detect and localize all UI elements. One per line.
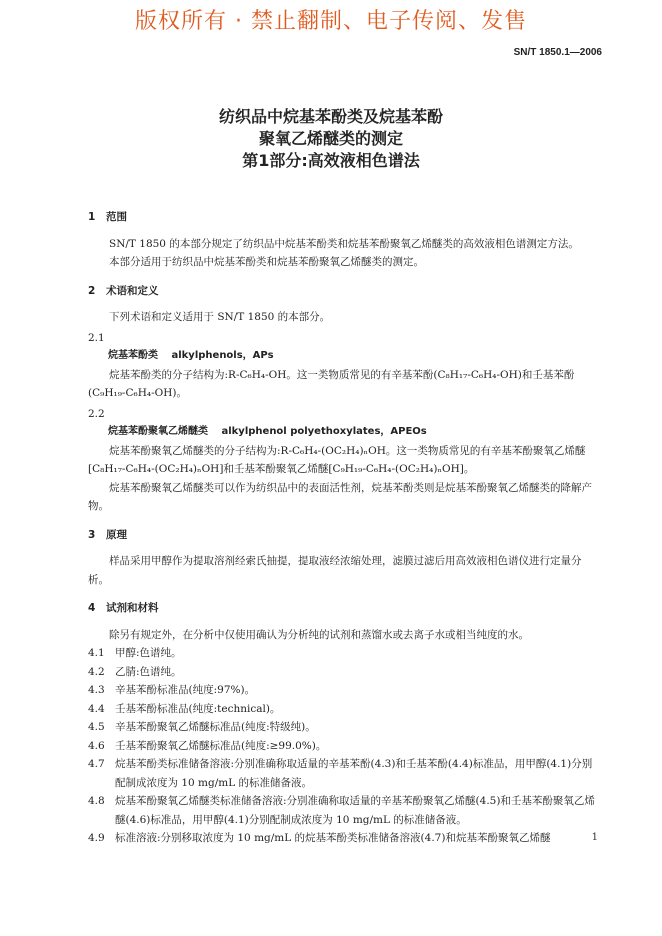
- term-definition: 烷基苯酚类的分子结构为:R-C₆H₄-OH。这一类物质常见的有辛基苯酚(C₈H₁₇-C₆H₄-OH)和壬基苯酚(C₉H₁₉-C₆H₄-OH)。: [88, 368, 575, 399]
- page-number: 1: [591, 832, 598, 843]
- section-title: 术语和定义: [106, 284, 159, 297]
- item-number: 4.9: [88, 832, 105, 844]
- section-number: 1: [88, 211, 96, 223]
- section-number: 4: [88, 602, 96, 614]
- item-number: 4.3: [88, 684, 105, 696]
- item-number: 4.5: [88, 721, 105, 733]
- item-number: 4.4: [88, 702, 105, 715]
- section-title: 试剂和材料: [106, 602, 159, 614]
- list-item: [88, 792, 602, 829]
- section-heading-terms: [88, 282, 602, 301]
- item-text: 辛基苯酚聚氧乙烯醚标准品(纯度:特级纯)。: [115, 721, 316, 733]
- item-number: 4.7: [88, 758, 105, 770]
- item-text: 壬基苯酚标准品(纯度:technical)。: [115, 702, 281, 715]
- item-number: 4.1: [88, 647, 105, 659]
- item-text: 辛基苯酚标准品(纯度:97%)。: [115, 684, 256, 696]
- item-number: 4.8: [88, 795, 105, 807]
- list-item: [88, 681, 602, 700]
- list-item: [88, 700, 602, 719]
- section-title: 范围: [106, 211, 127, 223]
- paragraph: 烷基苯酚聚氧乙烯醚类可以作为纺织品中的表面活性剂，烷基苯酚类则是烷基苯酚聚氧乙烯醚类的降解产物。: [88, 481, 592, 512]
- clause-number: 2.1: [88, 331, 105, 344]
- item-text: 壬基苯酚聚氧乙烯醚标准品(纯度:≥99.0%)。: [115, 739, 327, 752]
- watermark: 版权所有 · 禁止翻制、电子传阅、发售: [135, 9, 527, 34]
- section-title: 原理: [106, 528, 127, 541]
- list-item: [88, 644, 602, 663]
- paragraph: 下列术语和定义适用于 SN/T 1850 的本部分。: [109, 311, 331, 323]
- title-line-2: 聚氧乙烯醚类的测定: [258, 129, 403, 148]
- item-number: 4.2: [88, 665, 105, 678]
- section-number: 2: [88, 284, 96, 297]
- document-title: [0, 106, 662, 172]
- list-item: [88, 663, 602, 682]
- paragraph: 样品采用甲醇作为提取溶剂经索氏抽提，提取液经浓缩处理，滤膜过滤后用高效液相色谱仪进行定量分析。: [88, 555, 582, 586]
- document-body: [88, 206, 602, 848]
- section-number: 3: [88, 528, 96, 541]
- item-text: 甲醇:色谱纯。: [115, 647, 182, 659]
- list-item: [88, 755, 602, 792]
- document-number: SN/T 1850.1—2006: [513, 47, 602, 58]
- clause-number: 2.2: [88, 407, 105, 420]
- title-line-1: 纺织品中烷基苯酚类及烷基苯酚: [218, 107, 443, 126]
- item-text: 标准溶液:分别移取浓度为 10 mg/mL 的烷基苯酚类标准储备溶液(4.7)和烷基苯酚聚氧乙烯醚: [115, 832, 551, 844]
- term-definition: 烷基苯酚聚氧乙烯醚类的分子结构为:R-C₆H₄-(OC₂H₄)ₙOH。这一类物质常见的有辛基苯酚聚氧乙烯醚[C₈H₁₇-C₆H₄-(OC₂H₄)ₙOH]和壬基苯酚聚氧乙烯醚[C₉H₁₉-C₆H₄-(OC₂H₄)ₙOH]。: [88, 444, 586, 475]
- list-item: [88, 737, 602, 756]
- item-number: 4.6: [88, 739, 105, 752]
- item-text: 乙腈:色谱纯。: [115, 665, 182, 678]
- item-text: 烷基苯酚聚氧乙烯醚类标准储备溶液:分别准确称取适量的辛基苯酚聚氧乙烯醚(4.5)和壬基苯酚聚氧乙烯醚(4.6)标准品，用甲醇(4.1)分别配制成浓度为 10 mg/mL 的标准储备液。: [115, 795, 595, 826]
- paragraph: 本部分适用于纺织品中烷基苯酚类和烷基苯酚聚氧乙烯醚类的测定。: [109, 256, 424, 268]
- paragraph: SN/T 1850 的本部分规定了纺织品中烷基苯酚类和烷基苯酚聚氧乙烯醚类的高效液相色谱测定方法。: [109, 237, 579, 250]
- section-heading-principle: [88, 526, 602, 545]
- term-heading: 烷基苯酚类 alkylphenols，APs: [108, 350, 274, 361]
- list-item: [88, 829, 602, 848]
- title-line-3: 第1部分:高效液相色谱法: [242, 151, 420, 170]
- item-text: 烷基苯酚类标准储备溶液:分别准确称取适量的辛基苯酚(4.3)和壬基苯酚(4.4)标准品，用甲醇(4.1)分别配制成浓度为 10 mg/mL 的标准储备液。: [115, 758, 593, 789]
- paragraph: 除另有规定外，在分析中仅使用确认为分析纯的试剂和蒸馏水或去离子水或相当纯度的水。: [109, 628, 529, 641]
- section-heading-reagents: [88, 599, 602, 618]
- section-heading-scope: [88, 208, 602, 227]
- list-item: [88, 718, 602, 737]
- term-heading: 烷基苯酚聚氧乙烯醚类 alkylphenol polyethoxylates，APEOs: [108, 426, 427, 437]
